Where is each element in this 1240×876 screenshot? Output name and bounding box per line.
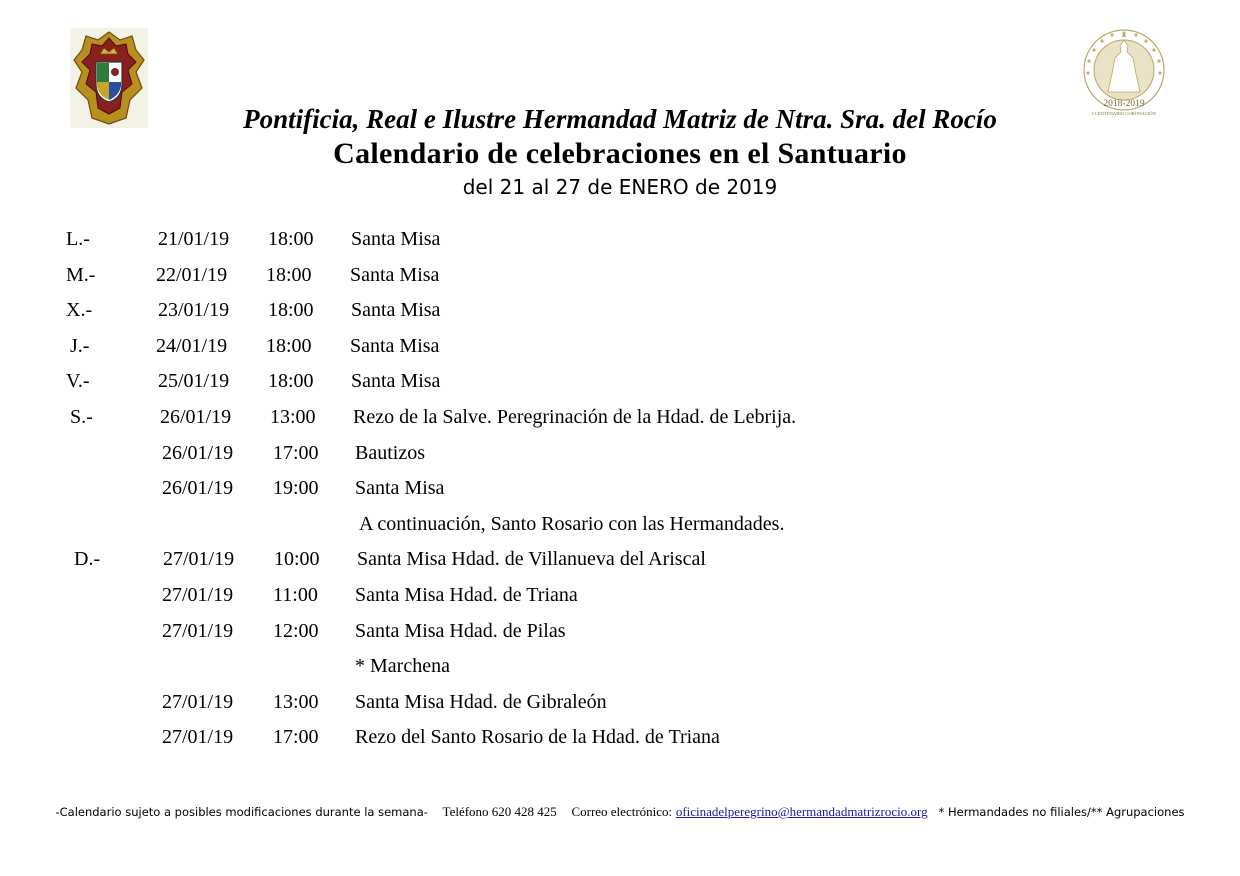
event-date: 27/01/19 (162, 619, 234, 642)
footer-disclaimer: -Calendario sujeto a posibles modificaciones durante la semana- (55, 805, 428, 819)
event-description: Santa Misa (351, 370, 441, 393)
event-time: 18:00 (266, 263, 312, 286)
day-abbrev: V.- (66, 370, 90, 393)
day-abbrev: L.- (66, 228, 90, 250)
event-date: 25/01/19 (158, 370, 230, 393)
date-range: del 21 al 27 de ENERO de 2019 (462, 175, 778, 199)
event-date: 23/01/19 (158, 299, 230, 322)
footer-phone: Teléfono 620 428 425 (442, 804, 557, 819)
event-time: 19:00 (273, 477, 319, 500)
day-abbrev: S.- (70, 405, 93, 428)
event-time: 17:00 (273, 726, 319, 749)
event-date: 21/01/19 (158, 228, 230, 250)
event-description: Santa Misa (351, 299, 441, 322)
day-abbrev: D.- (74, 548, 101, 571)
event-date: 27/01/19 (162, 690, 234, 713)
event-description: Santa Misa (350, 334, 440, 357)
footer-email-link[interactable]: oficinadelperegrino@hermandadmatrizrocio.org (675, 804, 928, 819)
event-date: 27/01/19 (162, 726, 234, 749)
schedule-list (0, 222, 1240, 756)
schedule-note-row (0, 649, 1240, 685)
event-description: Rezo del Santo Rosario de la Hdad. de Triana (355, 726, 720, 749)
day-abbrev: X.- (66, 299, 93, 322)
schedule-row (0, 685, 1240, 721)
schedule-row (0, 293, 1240, 329)
schedule-row (0, 542, 1240, 578)
schedule-row (0, 436, 1240, 472)
event-description: Santa Misa (355, 477, 445, 500)
schedule-row (0, 329, 1240, 365)
schedule-note-row (0, 507, 1240, 543)
event-description: Rezo de la Salve. Peregrinación de la Hdad. de Lebrija. (353, 405, 797, 428)
event-time: 13:00 (273, 690, 319, 713)
event-date: 27/01/19 (163, 548, 235, 571)
schedule-row (0, 720, 1240, 756)
event-time: 18:00 (268, 299, 314, 322)
event-description: Santa Misa (350, 263, 440, 286)
page-footer (0, 804, 1240, 820)
day-abbrev: J.- (70, 334, 90, 357)
event-time: 18:00 (268, 228, 314, 250)
event-time: 18:00 (268, 370, 314, 393)
footer-email-label: Correo electrónico: (571, 804, 673, 819)
event-date: 27/01/19 (162, 583, 234, 606)
event-date: 24/01/19 (156, 334, 228, 357)
footer-legend: * Hermandades no filiales/** Agrupaciones (938, 805, 1185, 819)
schedule-row (0, 364, 1240, 400)
event-date: 26/01/19 (162, 441, 234, 464)
event-date: 26/01/19 (162, 477, 234, 500)
schedule-row (0, 614, 1240, 650)
event-description: Santa Misa (351, 228, 441, 250)
event-time: 10:00 (274, 548, 320, 571)
schedule-row (0, 258, 1240, 294)
event-time: 11:00 (273, 583, 318, 606)
event-description: Santa Misa Hdad. de Pilas (355, 619, 566, 642)
schedule-row (0, 222, 1240, 258)
event-description: Santa Misa Hdad. de Triana (355, 583, 578, 606)
event-description: Santa Misa Hdad. de Gibraleón (355, 690, 607, 713)
schedule-row (0, 471, 1240, 507)
document-header (0, 100, 1240, 199)
event-time: 13:00 (270, 405, 316, 428)
event-description: Bautizos (355, 441, 425, 464)
seal-years: 2018-2019 (1103, 99, 1145, 109)
schedule-row (0, 400, 1240, 436)
page-title: Calendario de celebraciones en el Santuario (333, 137, 907, 170)
day-abbrev: M.- (66, 263, 96, 286)
organization-name: Pontificia, Real e Ilustre Hermandad Matriz de Ntra. Sra. del Rocío (243, 104, 997, 134)
event-note: * Marchena (355, 655, 450, 678)
event-description: Santa Misa Hdad. de Villanueva del Ariscal (357, 548, 706, 571)
seal-caption: I CENTENARIO CORONACIÓN (1092, 111, 1156, 116)
event-date: 22/01/19 (156, 263, 228, 286)
event-time: 18:00 (266, 334, 312, 357)
event-note: A continuación, Santo Rosario con las Hermandades. (359, 512, 785, 535)
schedule-row (0, 578, 1240, 614)
event-time: 17:00 (273, 441, 319, 464)
event-time: 12:00 (273, 619, 319, 642)
event-date: 26/01/19 (160, 405, 232, 428)
